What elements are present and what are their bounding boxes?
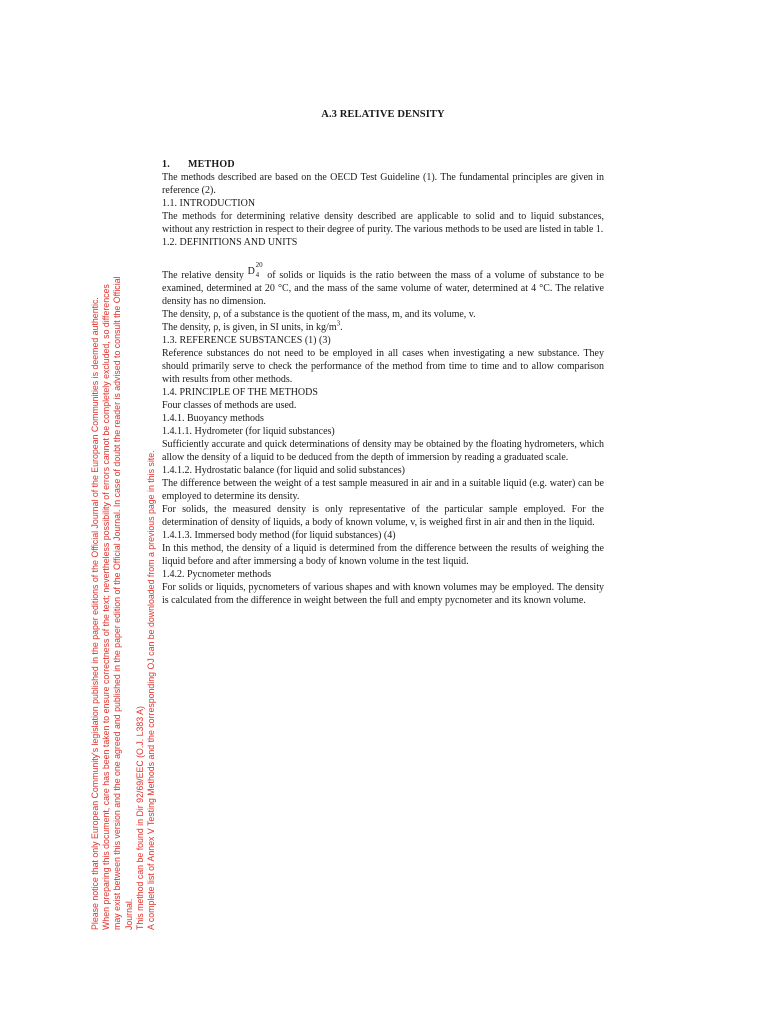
hydrostatic-paragraph-2: For solids, the measured density is only representative of the particular sample employed. For the determination of density of liquids, a body of known volume, v, is weighed first in air and then in the liquid. bbox=[162, 504, 604, 528]
immersed-body-paragraph: In this method, the density of a liquid is determined from the difference between the results of weighing the liquid before and after immersing a body of known volume in the test liquid. bbox=[162, 543, 604, 567]
section-heading-definitions: 1.2. DEFINITIONS AND UNITS bbox=[162, 237, 298, 248]
section-heading-hydrostatic-balance: 1.4.1.2. Hydrostatic balance (for liquid and solid substances) bbox=[162, 465, 405, 476]
notice-line: Please notice that only European Community's legislation published in the paper editions of the Official Journal of the European Communities is deemed authentic. bbox=[90, 297, 100, 930]
pycnometer-paragraph: For solids or liquids, pycnometers of various shapes and with known volumes may be employed. The density is calculated from the difference in weight between the full and empty pycnometer and its known volume. bbox=[162, 582, 604, 606]
section-heading-pycnometer: 1.4.2. Pycnometer methods bbox=[162, 569, 272, 580]
introduction-paragraph: The methods for determining relative density described are applicable to solid and to liquid substances, without any restriction in respect to their degree of purity. The various methods to be used are listed in table 1. bbox=[162, 211, 604, 235]
hydrostatic-paragraph-1: The difference between the weight of a test sample measured in air and in a suitable liquid (e.g. water) can be employed to determine its density. bbox=[162, 478, 604, 502]
definitions-paragraph-1: The relative density D 20 4 of solids or liquids is the ratio between the mass of a volume of substance to be examined, determined at 20 °C, and the mass of the same volume of water, determined at 4 °C. The relative density has no dimension. bbox=[162, 261, 604, 307]
relative-density-symbol: D 20 4 bbox=[247, 261, 263, 279]
section-heading-principle: 1.4. PRINCIPLE OF THE METHODS bbox=[162, 387, 318, 398]
section-heading-method: 1. METHOD bbox=[162, 159, 235, 170]
definitions-paragraph-3: The density, ρ, is given, in SI units, in $kg/m^3$. bbox=[162, 319, 343, 333]
reference-substances-paragraph: Reference substances do not need to be employed in all cases when investigating a new substance. They should primarily serve to check the performance of the method from time to time and to allow comparison with results from other methods. bbox=[162, 348, 604, 385]
notice-line: Journal. bbox=[123, 898, 134, 930]
page-title: A.3 RELATIVE DENSITY bbox=[321, 109, 445, 120]
intro-paragraph: The methods described are based on the OECD Test Guideline (1). The fundamental principles are given in reference (2). bbox=[162, 172, 604, 196]
definitions-paragraph-2: The density, ρ, of a substance is the quotient of the mass, m, and its volume, v. bbox=[162, 309, 476, 320]
notice-line: When preparing this document, care has been taken to ensure correctness of the text; nevertheless possibility of errors cannot be completely excluded, so differences bbox=[101, 284, 112, 930]
section-heading-immersed-body: 1.4.1.3. Immersed body method (for liquid substances) (4) bbox=[162, 530, 396, 541]
section-heading-buoyancy: 1.4.1. Buoyancy methods bbox=[162, 413, 264, 424]
notice-line: may exist between this version and the one agreed and published in the paper edition of the Official Journal. In case of doubt the reader is advised to consult the Official bbox=[112, 276, 123, 930]
section-heading-hydrometer: 1.4.1.1. Hydrometer (for liquid substances) bbox=[162, 426, 335, 437]
section-heading-introduction: 1.1. INTRODUCTION bbox=[162, 198, 256, 209]
notice-line: A complete list of Annex V Testing Methods and the corresponding OJ can be downloaded from a previous page in this site. bbox=[146, 450, 157, 930]
section-heading-reference-substances: 1.3. REFERENCE SUBSTANCES (1) (3) bbox=[162, 335, 331, 346]
document-body bbox=[162, 158, 604, 607]
hydrometer-paragraph: Sufficiently accurate and quick determinations of density may be obtained by the floating hydrometers, which allow the density of a liquid to be deduced from the depth of immersion by reading a graduated scale. bbox=[162, 439, 604, 463]
principle-paragraph: Four classes of methods are used. bbox=[162, 400, 297, 411]
legal-notice-sidebar bbox=[90, 230, 157, 930]
notice-line: This method can be found in Dir 92/69/EEC (O.J. L383 A) bbox=[134, 706, 145, 930]
